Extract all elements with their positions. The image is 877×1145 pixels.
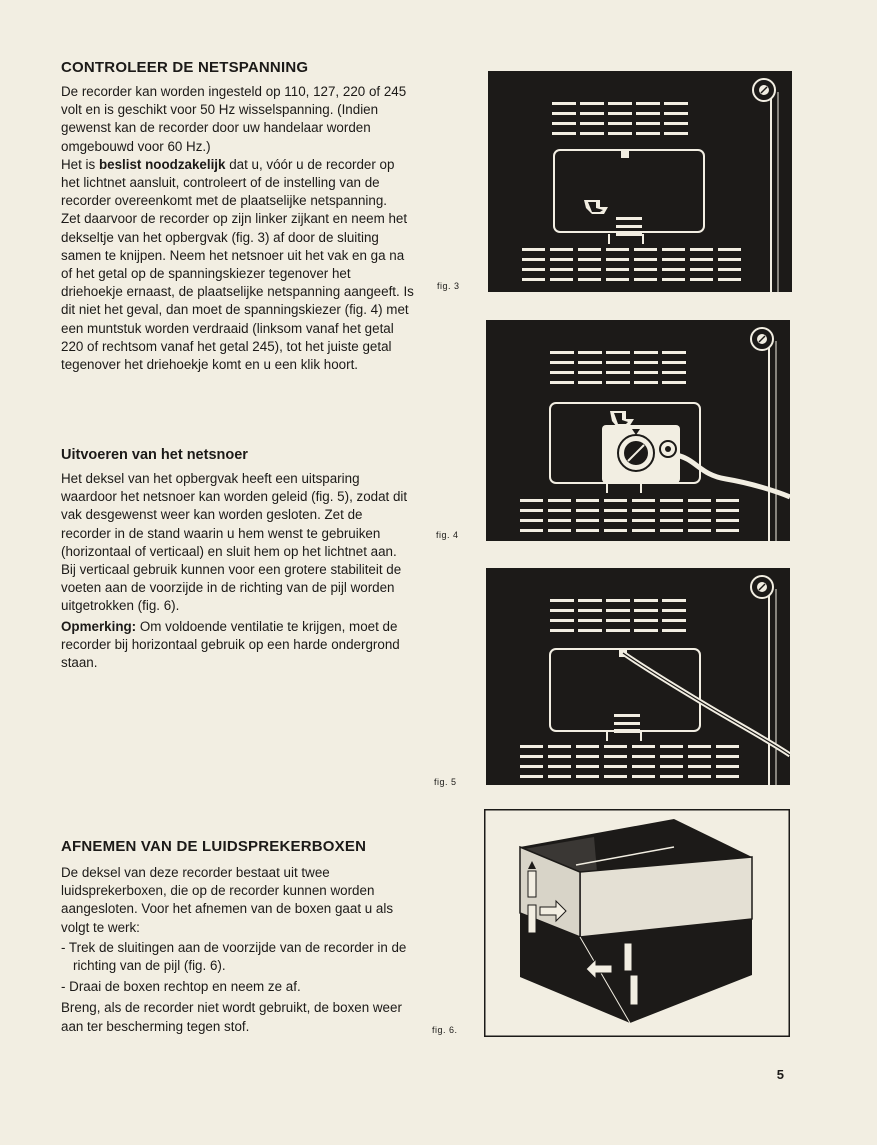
latch <box>616 217 642 236</box>
text-run: dat u, vóór u de recorder op het lichtnet aansluit, controleert of de instelling van de recorder overeenkomt met de plaatselijke netspanning. <box>61 156 395 209</box>
list-item: - Draai de boxen rechtop en neem ze af. <box>61 979 301 995</box>
paragraph-opmerking <box>61 618 414 673</box>
paragraph-instructions: Zet daarvoor de recorder op zijn linker zijkant en neem het dekseltje van het opbergvak (fig. 3) af door de sluiting samen te knijpen. Neem het netsnoer uit het vak en ga na of het getal op de spanningskiezer tegenover het driehoekje ernaast, de plaatselijke netspanning aangeeft. Is dit niet het geval, dan moet de spanningskiezer (fig. 4) met een muntstuk worden verdraaid (linksom vanaf het getal 220 of rechtsom vanaf het getal 245), tot het juiste getal tegenover het driehoekje komt en u een klik hoort. <box>61 211 414 373</box>
figure-5-caption: fig. 5 <box>434 777 457 787</box>
figure-4-caption: fig. 4 <box>436 530 459 540</box>
heading-afnemen-luidsprekerboxen: AFNEMEN VAN DE LUIDSPREKERBOXEN <box>61 838 367 855</box>
emphasis-text: beslist noodzakelijk <box>98 156 226 172</box>
heading-controleer-netspanning: CONTROLEER DE NETSPANNING <box>61 59 309 76</box>
paragraph-noodzakelijk <box>61 156 414 211</box>
figure-4-illustration <box>486 311 790 541</box>
paragraph-netsnoer: Het deksel van het opbergvak heeft een uitsparing waardoor het netsnoer kan worden geleid (fig. 5), zodat dit vak desgewenst weer kan worden gesloten. Zet de recorder in de stand waarin u hem wenst te gebruiken (horizontaal of verticaal) en sluit hem op het lichtnet aan. Bij verticaal gebruik kunnen voor een grotere stabiliteit de voeten aan de voorzijde in de richting van de pijl worden uitgetrokken (fig. 6). <box>61 471 408 614</box>
instruction-list <box>61 939 414 997</box>
paragraph-luidsprekers: De deksel van deze recorder bestaat uit twee luidsprekerboxen, die op de recorder kunnen worden aangesloten. Voor het afnemen van de boxen gaat u als volgt te werk: <box>61 865 394 935</box>
section-netspanning <box>61 59 414 374</box>
section-netsnoer <box>61 447 414 672</box>
note-text: Om voldoende ventilatie te krijgen, moet de recorder bij horizontaal gebruik op een harde ondergrond staan. <box>61 618 400 671</box>
figure-3-illustration <box>488 62 792 292</box>
figure-6-illustration <box>484 809 790 1037</box>
paragraph-voltage: De recorder kan worden ingesteld op 110, 127, 220 of 245 volt en is geschikt voor 50 Hz wisselspanning. (Indien gewenst kan de recorder door uw handelaar worden omgebouwd voor 60 Hz.) <box>61 84 407 154</box>
note-label: Opmerking: <box>61 618 137 634</box>
latch <box>614 714 640 733</box>
figure-3-caption: fig. 3 <box>437 281 460 291</box>
figure-6-caption: fig. 6. <box>432 1025 458 1035</box>
paragraph-bescherming: Breng, als de recorder niet wordt gebruikt, de boxen weer aan ter bescherming tegen stof. <box>61 1000 402 1034</box>
figure-5-illustration <box>486 559 790 785</box>
list-item: - Trek de sluitingen aan de voorzijde van de recorder in de richting van de pijl (fig. 6). <box>61 939 407 974</box>
section-luidsprekerboxen <box>61 838 414 1036</box>
text-run: Het is <box>61 156 99 172</box>
page-number: 5 <box>776 1067 784 1082</box>
heading-uitvoeren-netsnoer: Uitvoeren van het netsnoer <box>61 447 248 463</box>
